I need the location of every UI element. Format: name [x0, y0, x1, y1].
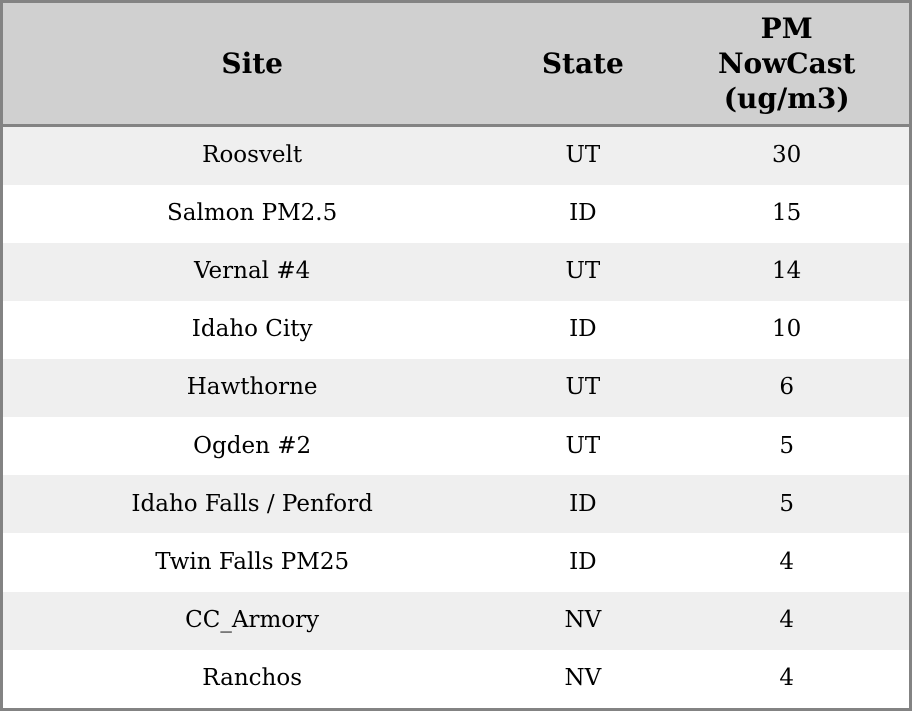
cell-site: CC_Armory: [185, 607, 320, 634]
column-header-site-label: Site: [221, 46, 283, 80]
table-row: [3, 475, 909, 533]
table-row: [3, 243, 909, 301]
cell-state: UT: [565, 374, 601, 401]
table-row: [3, 592, 909, 650]
table-row: [3, 185, 909, 243]
cell-state: ID: [569, 316, 597, 343]
cell-site: Idaho Falls / Penford: [131, 490, 373, 517]
cell-pm-nowcast: 4: [779, 607, 794, 634]
column-header-pm-nowcast: [664, 3, 909, 125]
cell-site: Twin Falls PM25: [155, 548, 350, 575]
table-row: [3, 301, 909, 359]
cell-state: UT: [565, 432, 601, 459]
column-header-pm-nowcast-label: PM NowCast (ug/m3): [717, 11, 856, 115]
cell-site: Roosvelt: [202, 141, 303, 168]
cell-state: UT: [565, 141, 601, 168]
cell-site: Salmon PM2.5: [167, 200, 338, 227]
cell-site: Ranchos: [202, 665, 302, 692]
cell-site: Hawthorne: [186, 374, 318, 401]
cell-pm-nowcast: 5: [779, 432, 794, 459]
table-row: [3, 533, 909, 591]
cell-pm-nowcast: 10: [772, 316, 802, 343]
cell-state: UT: [565, 258, 601, 285]
table-header: [3, 3, 909, 125]
column-header-state-label: State: [541, 46, 624, 80]
table-body: [3, 125, 909, 708]
cell-state: ID: [569, 548, 597, 575]
cell-pm-nowcast: 4: [779, 665, 794, 692]
cell-state: NV: [564, 665, 602, 692]
table-row: [3, 359, 909, 417]
table-row: [3, 650, 909, 708]
header-row: [3, 3, 909, 125]
cell-site: Ogden #2: [193, 432, 312, 459]
cell-state: ID: [569, 490, 597, 517]
cell-state: ID: [569, 200, 597, 227]
cell-site: Idaho City: [191, 316, 313, 343]
cell-pm-nowcast: 5: [779, 490, 794, 517]
cell-pm-nowcast: 30: [772, 141, 802, 168]
cell-pm-nowcast: 15: [772, 200, 802, 227]
column-header-state: [501, 3, 664, 125]
cell-site: Vernal #4: [194, 258, 311, 285]
cell-pm-nowcast: 6: [779, 374, 794, 401]
column-header-site: [3, 3, 501, 125]
cell-pm-nowcast: 14: [772, 258, 802, 285]
table-row: [3, 417, 909, 475]
cell-state: NV: [564, 607, 602, 634]
cell-pm-nowcast: 4: [779, 548, 794, 575]
pm-nowcast-table: [3, 3, 909, 708]
table-row: [3, 125, 909, 185]
